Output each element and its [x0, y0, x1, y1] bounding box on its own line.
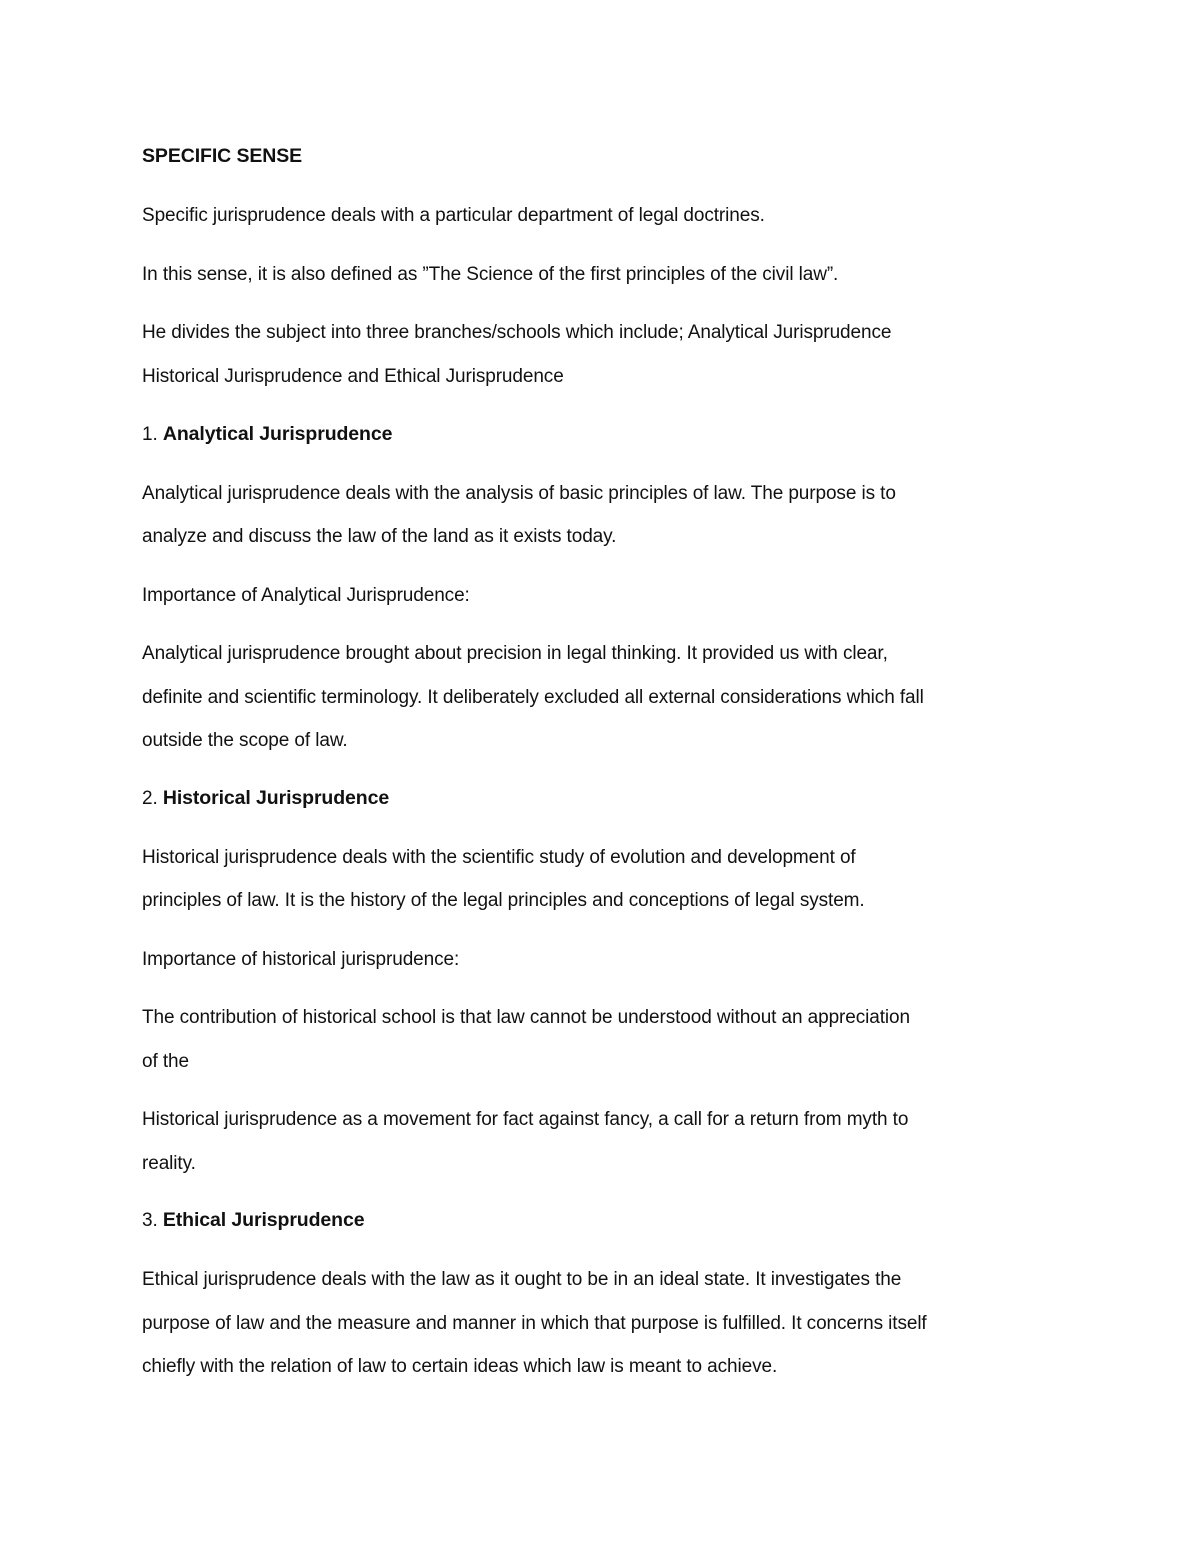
body-line: outside the scope of law. [142, 730, 348, 751]
body-line: Historical jurisprudence deals with the scientific study of evolution and development of [142, 847, 856, 868]
body-line: Analytical jurisprudence deals with the analysis of basic principles of law. The purpose is to [142, 483, 896, 504]
importance-label: Importance of historical jurisprudence: [142, 949, 460, 970]
intro-line: Historical Jurisprudence and Ethical Jurisprudence [142, 366, 564, 387]
body-line: reality. [142, 1153, 196, 1174]
body-line: Historical jurisprudence as a movement for fact against fancy, a call for a return from myth to [142, 1109, 909, 1130]
section-title: Analytical Jurisprudence [162, 423, 393, 445]
section-number: 3. [142, 1210, 158, 1231]
section-number: 2. [142, 788, 158, 809]
body-line: chiefly with the relation of law to certain ideas which law is meant to achieve. [142, 1356, 778, 1377]
body-line: principles of law. It is the history of the legal principles and conceptions of legal system. [142, 890, 865, 911]
section-heading-analytical [142, 422, 392, 447]
body-line: analyze and discuss the law of the land as it exists today. [142, 526, 617, 547]
intro-line: He divides the subject into three branches/schools which include; Analytical Jurisprudence [142, 322, 892, 343]
body-line: definite and scientific terminology. It deliberately excluded all external considerations which fall [142, 687, 924, 708]
section-title: Ethical Jurisprudence [162, 1209, 365, 1231]
body-line: Ethical jurisprudence deals with the law as it ought to be in an ideal state. It investigates the [142, 1269, 902, 1290]
section-number: 1. [142, 424, 158, 445]
intro-line: In this sense, it is also defined as ”The Science of the first principles of the civil law”. [142, 264, 839, 285]
body-line: of the [142, 1051, 189, 1072]
intro-line: Specific jurisprudence deals with a particular department of legal doctrines. [142, 205, 765, 226]
body-line: purpose of law and the measure and manner in which that purpose is fulfilled. It concerns itself [142, 1313, 927, 1334]
body-line: Analytical jurisprudence brought about precision in legal thinking. It provided us with clear, [142, 643, 888, 664]
section-title: Historical Jurisprudence [162, 787, 390, 809]
body-line: The contribution of historical school is that law cannot be understood without an appreciation [142, 1007, 910, 1028]
document-title: SPECIFIC SENSE [142, 145, 303, 167]
section-heading-historical [142, 786, 389, 811]
section-heading-ethical [142, 1208, 364, 1233]
importance-label: Importance of Analytical Jurisprudence: [142, 585, 470, 606]
